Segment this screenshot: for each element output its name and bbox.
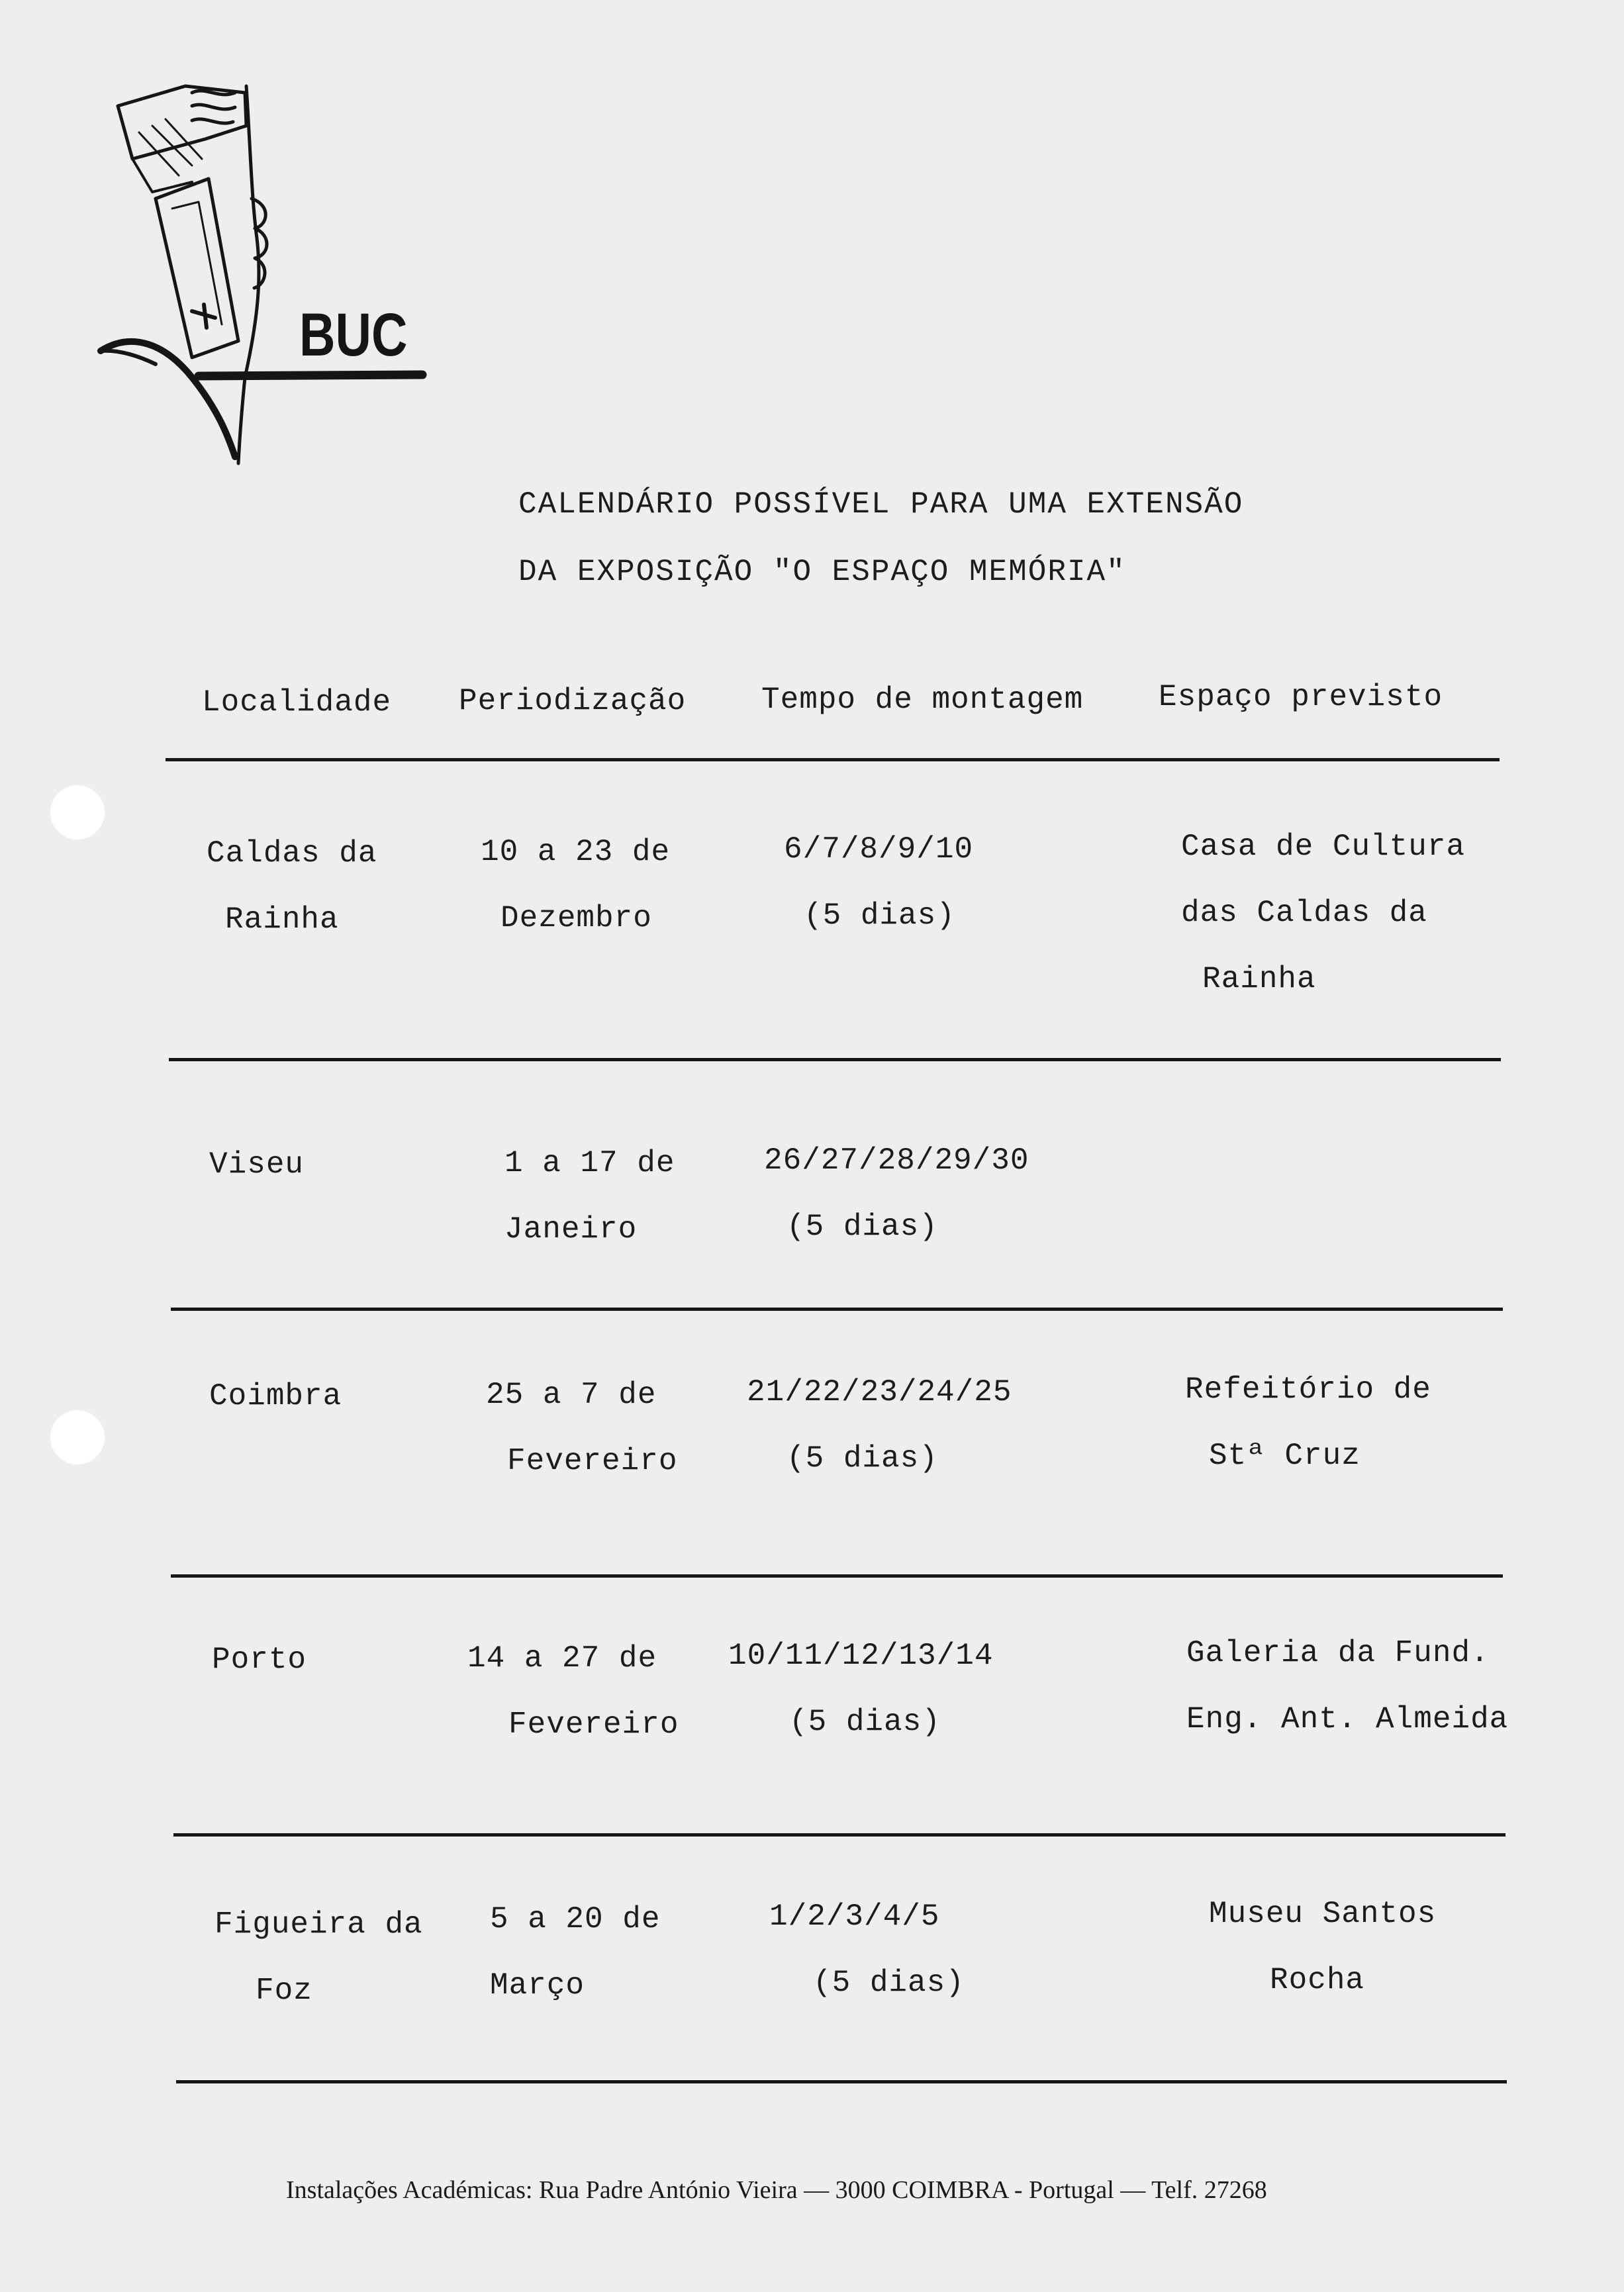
row4-espaco-line2: Eng. Ant. Almeida xyxy=(1186,1702,1509,1737)
row3-tempo-line1: 21/22/23/24/25 xyxy=(747,1375,1012,1409)
row3-espaco-line2: Stª Cruz xyxy=(1209,1439,1361,1473)
row1-espaco-line2: das Caldas da xyxy=(1181,896,1427,930)
logo-drawing-icon xyxy=(93,66,437,477)
row4-tempo-line2: (5 dias) xyxy=(789,1705,941,1739)
row5-espaco-line2: Rocha xyxy=(1270,1963,1365,1997)
row1-divider xyxy=(169,1058,1501,1061)
row4-periodizacao-line1: 14 a 27 de xyxy=(467,1641,657,1676)
punch-hole-top xyxy=(50,785,105,839)
document-title-line-2: DA EXPOSIÇÃO "O ESPAÇO MEMÓRIA" xyxy=(518,555,1126,589)
header-divider xyxy=(166,758,1500,761)
row2-divider xyxy=(171,1308,1503,1311)
row1-espaco-line1: Casa de Cultura xyxy=(1181,830,1466,864)
header-espaco-previsto: Espaço previsto xyxy=(1159,680,1443,714)
row1-periodizacao-line1: 10 a 23 de xyxy=(481,835,671,869)
row1-localidade-line1: Caldas da xyxy=(207,836,377,871)
row4-tempo-line1: 10/11/12/13/14 xyxy=(728,1639,994,1673)
row1-periodizacao-line2: Dezembro xyxy=(501,901,652,935)
row5-localidade-line1: Figueira da xyxy=(215,1907,423,1942)
row3-espaco-line1: Refeitório de xyxy=(1185,1372,1431,1407)
row1-tempo-line1: 6/7/8/9/10 xyxy=(784,832,974,867)
row2-tempo-line2: (5 dias) xyxy=(787,1210,938,1244)
row3-tempo-line2: (5 dias) xyxy=(787,1441,938,1476)
row1-localidade-line2: Rainha xyxy=(225,902,339,937)
logo-text: BUC xyxy=(299,301,408,369)
row5-periodizacao-line2: Março xyxy=(490,1968,585,2003)
row3-periodizacao-line1: 25 a 7 de xyxy=(486,1378,657,1412)
buc-logo xyxy=(93,66,437,477)
punch-hole-bottom xyxy=(50,1410,105,1464)
header-localidade: Localidade xyxy=(202,685,392,720)
document-title-line-1: CALENDÁRIO POSSÍVEL PARA UMA EXTENSÃO xyxy=(518,487,1244,522)
row2-periodizacao-line2: Janeiro xyxy=(504,1212,638,1247)
row3-divider xyxy=(171,1574,1503,1578)
row4-localidade-line1: Porto xyxy=(212,1643,307,1677)
row4-divider xyxy=(173,1833,1505,1837)
row5-periodizacao-line1: 5 a 20 de xyxy=(490,1902,661,1936)
row4-periodizacao-line2: Fevereiro xyxy=(508,1707,679,1742)
row2-localidade-line1: Viseu xyxy=(209,1147,305,1182)
header-tempo-montagem: Tempo de montagem xyxy=(761,683,1084,717)
row4-espaco-line1: Galeria da Fund. xyxy=(1186,1636,1490,1670)
row5-espaco-line1: Museu Santos xyxy=(1209,1897,1437,1931)
row5-divider xyxy=(176,2080,1507,2083)
footer-address: Instalações Académicas: Rua Padre António Vieira — 3000 COIMBRA - Portugal — Telf. 27268 xyxy=(286,2176,1267,2204)
row3-periodizacao-line2: Fevereiro xyxy=(507,1444,678,1478)
row2-periodizacao-line1: 1 a 17 de xyxy=(504,1146,675,1180)
row5-localidade-line2: Foz xyxy=(256,1974,312,2008)
row1-tempo-line2: (5 dias) xyxy=(804,898,955,933)
row2-tempo-line1: 26/27/28/29/30 xyxy=(764,1143,1029,1178)
row3-localidade-line1: Coimbra xyxy=(209,1379,342,1413)
row1-espaco-line3: Rainha xyxy=(1202,962,1316,996)
header-periodizacao: Periodização xyxy=(459,684,687,718)
row5-tempo-line2: (5 dias) xyxy=(813,1966,965,2000)
row5-tempo-line1: 1/2/3/4/5 xyxy=(769,1899,940,1934)
